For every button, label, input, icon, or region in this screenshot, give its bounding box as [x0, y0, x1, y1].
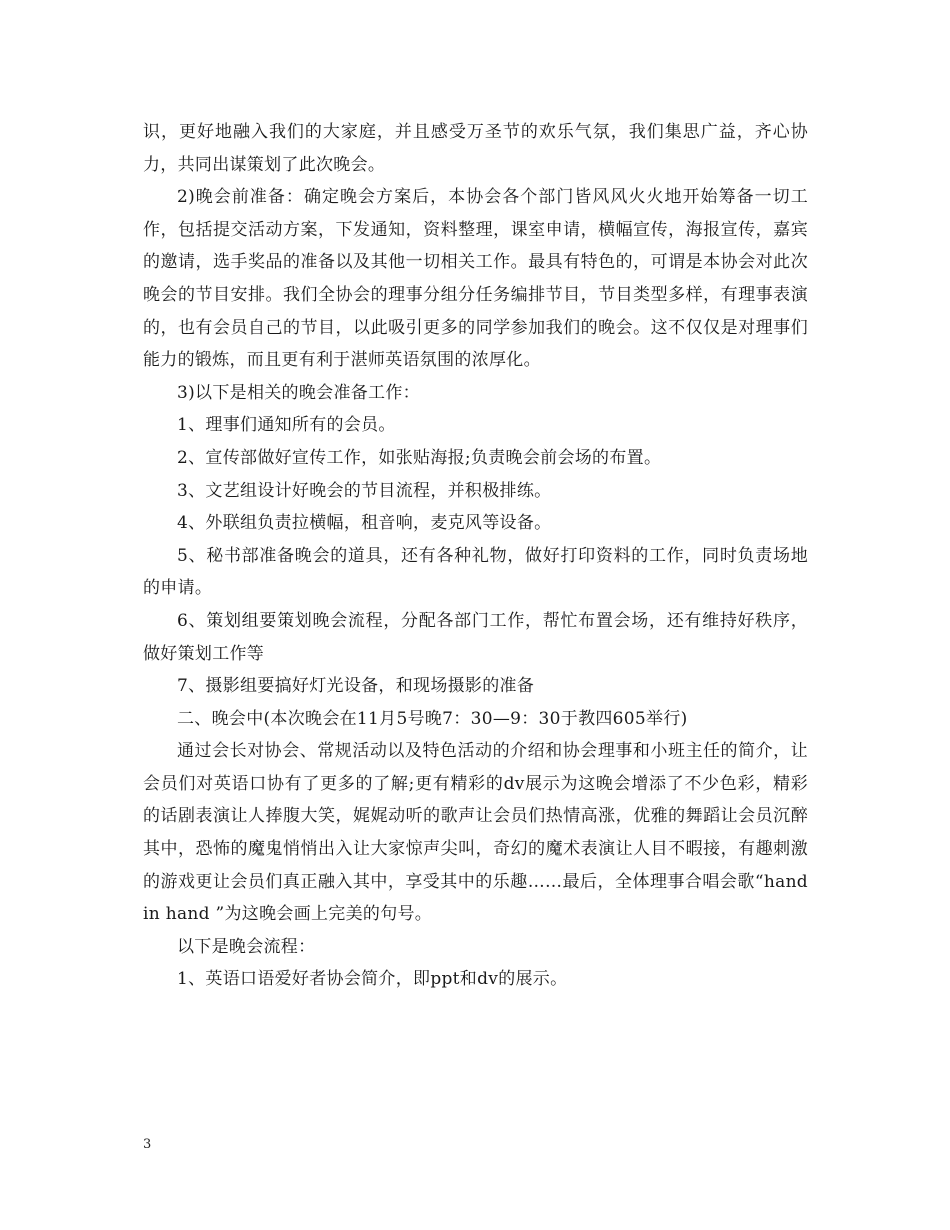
list-item: 4、外联组负责拉横幅，租音响，麦克风等设备。 — [177, 513, 552, 534]
list-item: 5、秘书部准备晚会的道具，还有各种礼物，做好打印资料的工作，同时负责场地的申请。 — [143, 545, 808, 599]
document-body — [143, 116, 808, 996]
paragraph-party-description: 通过会长对协会、常规活动以及特色活动的介绍和协会理事和小班主任的简介，让会员们对英语口协有了更多的了解;更有精彩的dv展示为这晚会增添了不少色彩，精彩的话剧表演让人捧腹大笑，娓娓动听的歌声让会员们热情高涨，优雅的舞蹈让会员沉醉其中，恐怖的魔鬼悄悄出入让大家惊声尖叫，奇幻的魔术表演让人目不暇接，有趣刺激的游戏更让会员们真正融入其中，享受其中的乐趣……最后，全体理事合唱会歌“hand in hand ”为这晚会画上完美的句号。 — [143, 741, 808, 925]
paragraph-flow-heading: 以下是晚会流程： — [177, 936, 316, 957]
list-item: 3、文艺组设计好晚会的节目流程，并积极排练。 — [177, 480, 552, 501]
list-item: 1、理事们通知所有的会员。 — [177, 415, 396, 436]
list-item: 2、宣传部做好宣传工作，如张贴海报;负责晚会前会场的布置。 — [177, 447, 662, 468]
list-item: 7、摄影组要搞好灯光设备，和现场摄影的准备 — [177, 676, 535, 697]
page-number: 3 — [143, 1137, 152, 1152]
paragraph-intro-continued: 识，更好地融入我们的大家庭，并且感受万圣节的欢乐气氛，我们集思广益，齐心协力，共同出谋策划了此次晚会。 — [143, 122, 808, 175]
section-heading-during-party: 二、晚会中(本次晚会在11月5号晚7：30—9：30于教四605举行) — [177, 708, 688, 729]
list-item: 6、策划组要策划晚会流程，分配各部门工作，帮忙布置会场，还有维持好秩序，做好策划工作等 — [143, 610, 808, 664]
list-item: 1、英语口语爱好者协会简介，即ppt和dv的展示。 — [177, 969, 568, 990]
paragraph-preparation: 2)晚会前准备：确定晚会方案后，本协会各个部门皆风风火火地开始筹备一切工作，包括提交活动方案，下发通知，资料整理，课室申请，横幅宣传，海报宣传，嘉宾的邀请，选手奖品的准备以及其他一切相关工作。最具有特色的，可谓是本协会对此次晚会的节目安排。我们全协会的理事分组分任务编排节目，节目类型多样，有理事表演的，也有会员自己的节目，以此吸引更多的同学参加我们的晚会。这不仅仅是对理事们能力的锻炼，而且更有利于湛师英语氛围的浓厚化。 — [143, 187, 808, 371]
paragraph-preparation-list-heading: 3)以下是相关的晚会准备工作： — [177, 382, 420, 403]
